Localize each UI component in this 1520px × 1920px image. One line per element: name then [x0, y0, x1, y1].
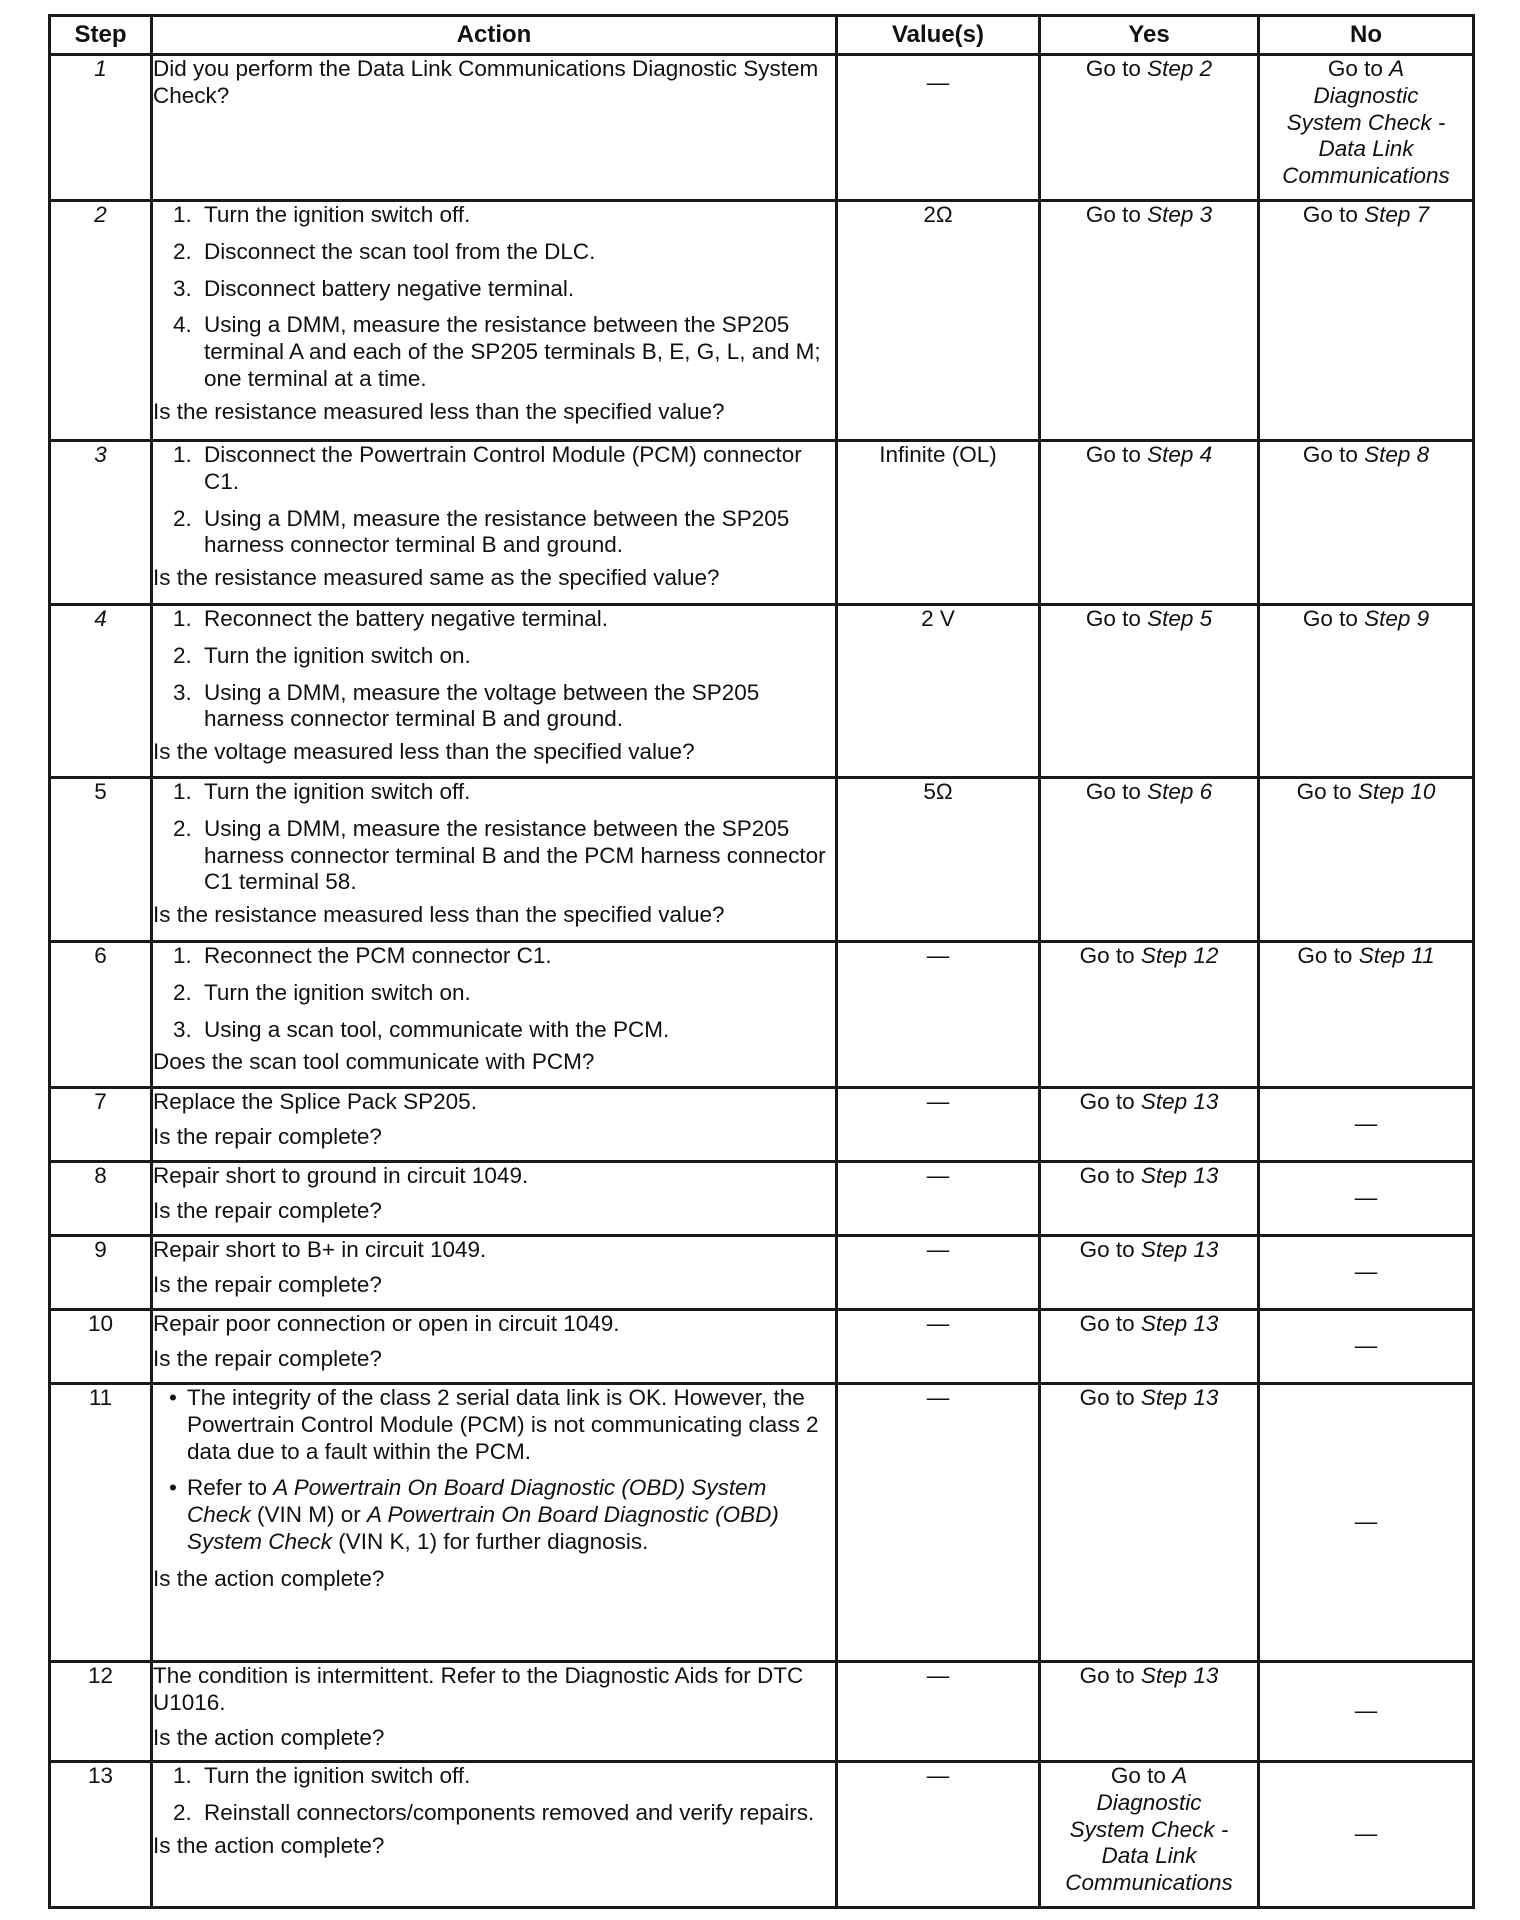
table-row	[50, 778, 1474, 942]
header-no: No	[1259, 16, 1474, 55]
value-cell: —	[837, 1662, 1040, 1762]
yes-cell[interactable]: Go to Step 13	[1040, 1384, 1259, 1662]
header-step: Step	[50, 16, 152, 55]
list-item: 3. Using a scan tool, communicate with the PCM.	[198, 1017, 835, 1044]
question: Is the resistance measured less than the specified value?	[153, 902, 725, 928]
no-cell: —	[1259, 1662, 1474, 1762]
table-row	[50, 201, 1474, 441]
list-item: 2. Using a DMM, measure the resistance between the SP205 harness connector terminal B and the PCM harness connector C1 terminal 58.	[198, 816, 835, 896]
instruction-list	[153, 1763, 835, 1827]
yes-step-link[interactable]: Step 13	[1140, 1163, 1219, 1188]
header-action: Action	[152, 16, 837, 55]
action-text: Repair short to ground in circuit 1049.	[153, 1163, 529, 1188]
no-step-link[interactable]: Step 10	[1357, 779, 1436, 804]
no-cell[interactable]: Go to Step 11	[1259, 942, 1474, 1088]
no-cell: —	[1259, 1088, 1474, 1162]
yes-cell[interactable]: Go to Step 13	[1040, 1310, 1259, 1384]
no-step-link[interactable]: Step 7	[1364, 202, 1430, 227]
action-cell	[152, 1662, 837, 1762]
header-row	[50, 16, 1474, 55]
yes-cell[interactable]: Go to Step 13	[1040, 1236, 1259, 1310]
table-row	[50, 1762, 1474, 1908]
yes-cell[interactable]: Go to Step 4	[1040, 441, 1259, 605]
no-cell: —	[1259, 1236, 1474, 1310]
instruction-list	[153, 442, 835, 559]
table-row	[50, 1162, 1474, 1236]
value-cell: —	[837, 942, 1040, 1088]
list-item: 1. Turn the ignition switch off.	[198, 1763, 835, 1790]
value-cell: —	[837, 1236, 1040, 1310]
no-cell[interactable]: Go to Step 8	[1259, 441, 1474, 605]
question: Is the action complete?	[153, 1565, 385, 1591]
table-row	[50, 1236, 1474, 1310]
action-text: Did you perform the Data Link Communications Diagnostic System Check?	[153, 56, 819, 108]
action-text: Repair poor connection or open in circuit 1049.	[153, 1311, 620, 1336]
question: Is the resistance measured same as the specified value?	[153, 565, 720, 591]
table-row	[50, 1088, 1474, 1162]
action-cell	[152, 1310, 837, 1384]
action-cell	[152, 55, 837, 201]
value-cell: —	[837, 1088, 1040, 1162]
header-values: Value(s)	[837, 16, 1040, 55]
step-number: 11	[50, 1384, 152, 1662]
value-cell: 5Ω	[837, 778, 1040, 942]
list-item: 2. Turn the ignition switch on.	[198, 643, 835, 670]
value-cell: —	[837, 1384, 1040, 1662]
instruction-list	[153, 779, 835, 896]
table-row	[50, 55, 1474, 201]
no-step-link[interactable]: Step 11	[1358, 943, 1435, 968]
header-yes: Yes	[1040, 16, 1259, 55]
no-step-link[interactable]: Step 8	[1364, 442, 1430, 467]
value-cell: —	[837, 1310, 1040, 1384]
list-item: 1. Reconnect the PCM connector C1.	[198, 943, 835, 970]
yes-step-link[interactable]: Step 2	[1147, 56, 1213, 81]
step-number: 13	[50, 1762, 152, 1908]
instruction-list	[153, 943, 835, 1043]
action-cell	[152, 1088, 837, 1162]
step-number: 8	[50, 1162, 152, 1236]
instruction-list	[153, 202, 835, 393]
action-cell	[152, 942, 837, 1088]
list-item: 2. Disconnect the scan tool from the DLC.	[198, 239, 835, 266]
value-cell: Infinite (OL)	[837, 441, 1040, 605]
yes-step-link[interactable]: Step 13	[1140, 1385, 1219, 1410]
list-item: 2. Reinstall connectors/components removed and verify repairs.	[198, 1800, 835, 1827]
action-cell	[152, 1384, 837, 1662]
step-number: 9	[50, 1236, 152, 1310]
diagnostic-table	[48, 14, 1475, 1909]
list-item: 1. Turn the ignition switch off.	[198, 779, 835, 806]
action-cell	[152, 1162, 837, 1236]
yes-cell[interactable]: Go to A Diagnostic System Check - Data Link Communications	[1040, 1762, 1259, 1908]
list-item: 2. Turn the ignition switch on.	[198, 980, 835, 1007]
yes-step-link[interactable]: Step 13	[1140, 1311, 1219, 1336]
no-cell: —	[1259, 1384, 1474, 1662]
value-cell: 2Ω	[837, 201, 1040, 441]
yes-cell[interactable]: Go to Step 3	[1040, 201, 1259, 441]
list-item: 4. Using a DMM, measure the resistance between the SP205 terminal A and each of the SP205 terminals B, E, G, L, and M; one terminal at a time.	[198, 312, 835, 392]
list-item: 3. Using a DMM, measure the voltage between the SP205 harness connector terminal B and ground.	[198, 680, 835, 734]
no-cell: —	[1259, 1310, 1474, 1384]
table-row	[50, 441, 1474, 605]
yes-cell[interactable]: Go to Step 13	[1040, 1088, 1259, 1162]
list-item: • The integrity of the class 2 serial data link is OK. However, the Powertrain Control Module (PCM) is not communicating class 2 data due to a fault within the PCM.	[187, 1385, 835, 1465]
step-number: 6	[50, 942, 152, 1088]
action-text: Replace the Splice Pack SP205.	[153, 1089, 477, 1114]
no-cell: —	[1259, 1762, 1474, 1908]
list-item: 1. Disconnect the Powertrain Control Module (PCM) connector C1.	[198, 442, 835, 496]
instruction-list	[153, 606, 835, 733]
yes-step-link[interactable]: Step 3	[1147, 202, 1213, 227]
question: Is the action complete?	[153, 1832, 385, 1858]
no-cell[interactable]: Go to Step 10	[1259, 778, 1474, 942]
no-step-link[interactable]: Step 9	[1364, 606, 1430, 631]
table-row	[50, 1384, 1474, 1662]
yes-step-link[interactable]: Step 5	[1147, 606, 1213, 631]
step-number: 5	[50, 778, 152, 942]
action-cell	[152, 778, 837, 942]
table-row	[50, 942, 1474, 1088]
table-row	[50, 1662, 1474, 1762]
action-text: Repair short to B+ in circuit 1049.	[153, 1237, 487, 1262]
action-cell	[152, 441, 837, 605]
list-item: 1. Turn the ignition switch off.	[198, 202, 835, 229]
yes-cell[interactable]: Go to Step 5	[1040, 605, 1259, 778]
question: Does the scan tool communicate with PCM?	[153, 1049, 595, 1075]
step-number: 7	[50, 1088, 152, 1162]
step-number: 10	[50, 1310, 152, 1384]
question: Is the resistance measured less than the specified value?	[153, 398, 725, 424]
yes-cell[interactable]: Go to Step 6	[1040, 778, 1259, 942]
step-number: 12	[50, 1662, 152, 1762]
yes-cell[interactable]: Go to Step 13	[1040, 1662, 1259, 1762]
question: Is the repair complete?	[153, 1345, 382, 1371]
no-cell[interactable]: Go to Step 9	[1259, 605, 1474, 778]
no-cell: —	[1259, 1162, 1474, 1236]
value-cell: —	[837, 1762, 1040, 1908]
list-item: 1. Reconnect the battery negative terminal.	[198, 606, 835, 633]
value-cell: —	[837, 55, 1040, 201]
value-cell: 2 V	[837, 605, 1040, 778]
list-item: • Refer to A Powertrain On Board Diagnostic (OBD) System Check (VIN M) or A Powertrain On Board Diagnostic (OBD) System Check (VIN K, 1) for further diagnosis.	[187, 1475, 835, 1555]
yes-step-link[interactable]: Step 12	[1140, 943, 1219, 968]
step-number: 2	[50, 201, 152, 441]
yes-step-link[interactable]: Step 4	[1147, 442, 1213, 467]
yes-step-link[interactable]: Step 13	[1140, 1089, 1219, 1114]
table-row	[50, 605, 1474, 778]
question: Is the repair complete?	[153, 1123, 382, 1149]
reference-link[interactable]: A Powertrain On Board Diagnostic (OBD) System Check	[187, 1475, 767, 1528]
question: Is the action complete?	[153, 1724, 385, 1750]
action-cell	[152, 201, 837, 441]
no-cell[interactable]: Go to A Diagnostic System Check - Data Link Communications	[1259, 55, 1474, 201]
action-cell	[152, 605, 837, 778]
step-number: 4	[50, 605, 152, 778]
question: Is the repair complete?	[153, 1271, 382, 1297]
list-item: 3. Disconnect battery negative terminal.	[198, 276, 835, 303]
reference-link[interactable]: A Powertrain On Board Diagnostic (OBD) System Check	[187, 1502, 779, 1554]
bullet-list	[153, 1385, 835, 1556]
action-text: The condition is intermittent. Refer to the Diagnostic Aids for DTC U1016.	[153, 1663, 804, 1715]
yes-cell[interactable]: Go to Step 12	[1040, 942, 1259, 1088]
yes-cell[interactable]: Go to Step 13	[1040, 1162, 1259, 1236]
yes-step-link[interactable]: Step 13	[1140, 1663, 1219, 1688]
yes-step-link[interactable]: Step 6	[1147, 779, 1213, 804]
question: Is the repair complete?	[153, 1197, 382, 1223]
yes-step-link[interactable]: Step 13	[1140, 1237, 1219, 1262]
question: Is the voltage measured less than the specified value?	[153, 739, 695, 765]
table-row	[50, 1310, 1474, 1384]
no-cell[interactable]: Go to Step 7	[1259, 201, 1474, 441]
value-cell: —	[837, 1162, 1040, 1236]
yes-cell[interactable]: Go to Step 2	[1040, 55, 1259, 201]
step-number: 1	[50, 55, 152, 201]
action-cell	[152, 1236, 837, 1310]
step-number: 3	[50, 441, 152, 605]
action-cell	[152, 1762, 837, 1908]
list-item: 2. Using a DMM, measure the resistance between the SP205 harness connector terminal B and ground.	[198, 506, 835, 560]
